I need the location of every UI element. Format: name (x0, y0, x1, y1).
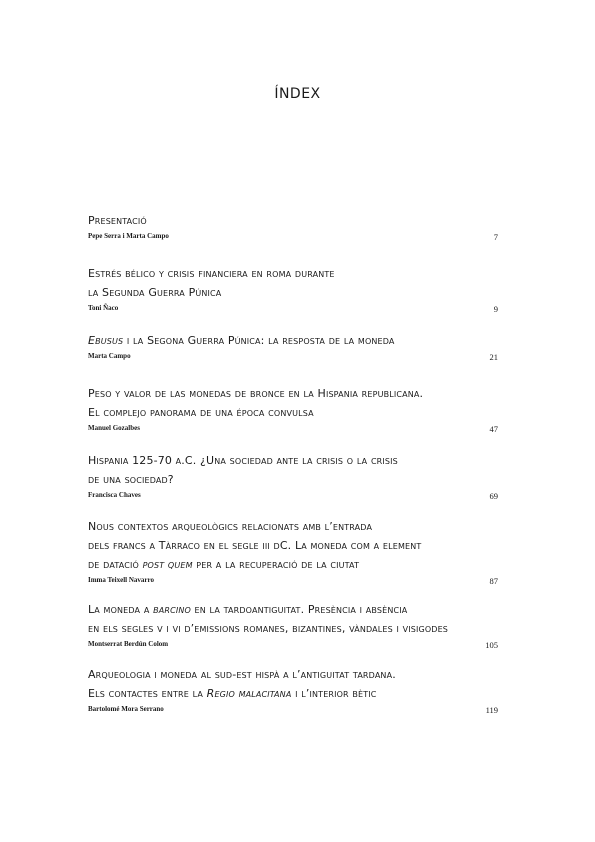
entry-page-number: 87 (489, 576, 498, 586)
toc-entry[interactable] (88, 600, 498, 649)
entry-title-line: El complejo panorama de una época convulsa (88, 406, 314, 419)
entry-title-line: Els contactes entre la Regio malacitana i l’interior bètic (88, 687, 377, 700)
entry-title-line: Hispania 125-70 a.C. ¿Una sociedad ante la crisis o la crisis (88, 454, 398, 467)
italic-term: post quem (142, 558, 193, 571)
entry-title-line: Estrés bélico y crisis financiera en roma durante (88, 267, 335, 280)
entry-title-line: Ebusus i la Segona Guerra Púnica: la resposta de la moneda (88, 334, 395, 347)
entry-title-line: dels francs a Tàrraco en el segle iii dC. La moneda com a element (88, 539, 422, 552)
toc-entry[interactable] (88, 211, 498, 241)
toc-entry[interactable] (88, 384, 498, 433)
entry-page-number: 105 (485, 640, 498, 650)
entry-title-line: La moneda a barcino en la tardoantiguitat. Presència i absència (88, 603, 408, 616)
entry-author: Pepe Serra i Marta Campo (88, 232, 169, 240)
entry-title-line: en els segles v i vi d’emissions romanes, bizantines, vàndales i visigodes (88, 622, 449, 635)
toc-entry[interactable] (88, 517, 498, 585)
entry-author: Montserrat Berdún Colom (88, 640, 169, 648)
entry-title-line: Arqueologia i moneda al sud-est hispà a l’antiguitat tardana. (88, 668, 396, 681)
entry-title-line: de una sociedad? (88, 473, 174, 486)
toc-entry[interactable] (88, 451, 498, 500)
entry-title: Presentació (88, 214, 147, 227)
entry-page-number: 21 (489, 352, 498, 362)
entry-page-number: 7 (493, 232, 498, 242)
entry-title-line: la Segunda Guerra Púnica (88, 286, 222, 299)
entry-page-number: 119 (485, 705, 498, 715)
italic-term: barcino (153, 603, 191, 616)
entry-author: Marta Campo (88, 352, 131, 360)
entry-author: Bartolomé Mora Serrano (88, 705, 164, 713)
toc-entry[interactable] (88, 331, 498, 361)
toc-entry[interactable] (88, 264, 498, 313)
toc-entry[interactable] (88, 665, 498, 714)
italic-term: Regio malacitana (206, 687, 292, 700)
entry-title-line: de datació post quem per a la recuperació de la ciutat (88, 558, 360, 571)
entry-title-line: Nous contextos arqueològics relacionats amb l’entrada (88, 520, 373, 533)
entry-author: Francisca Chaves (88, 491, 141, 499)
entry-title-line: Peso y valor de las monedas de bronce en la Hispania republicana. (88, 387, 424, 400)
entry-page-number: 9 (493, 304, 498, 314)
entry-author: Toni Ñaco (88, 304, 119, 312)
entry-author: Imma Teixell Navarro (88, 576, 154, 584)
italic-term: Ebusus (88, 334, 124, 347)
entry-page-number: 47 (489, 424, 498, 434)
page-title: ÍNDEX (274, 86, 321, 102)
entry-author: Manuel Gozalbes (88, 424, 140, 432)
entry-page-number: 69 (489, 491, 498, 501)
